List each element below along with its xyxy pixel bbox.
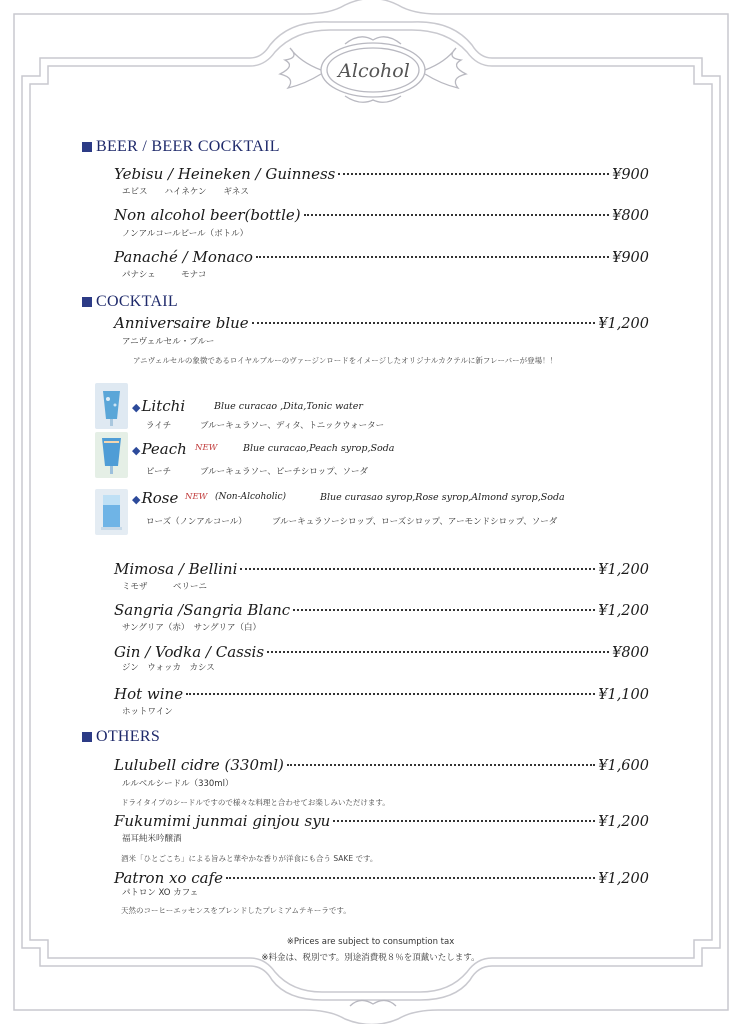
leader-dots bbox=[338, 173, 609, 175]
item-note: 天然のコーヒーエッセンスをブレンドしたプレミアムテキーラです。 bbox=[121, 906, 351, 915]
item-name: Yebisu / Heineken / Guinness bbox=[114, 165, 336, 183]
menu-item bbox=[114, 560, 649, 582]
item-name: Panaché / Monaco bbox=[114, 248, 253, 266]
new-badge: NEW bbox=[195, 443, 218, 453]
leader-dots bbox=[267, 651, 609, 653]
item-name: Gin / Vodka / Cassis bbox=[114, 643, 265, 661]
non-alcoholic-label: (Non-Alcoholic) bbox=[215, 492, 287, 502]
item-price: ¥800 bbox=[612, 645, 649, 661]
section-others-label: OTHERS bbox=[96, 728, 161, 745]
cocktail-desc: Blue curacao ,Dita,Tonic water bbox=[214, 401, 363, 412]
litchi-drink-image bbox=[95, 383, 128, 429]
cocktail-jp-name: ライチ bbox=[146, 421, 172, 431]
diamond-bullet-icon: ◆ bbox=[132, 401, 141, 414]
section-others bbox=[82, 728, 160, 746]
item-note: 酒米「ひとごこち」による旨みと華やかな香りが洋食にも合う SAKE です。 bbox=[121, 854, 378, 863]
item-name: Anniversaire blue bbox=[114, 314, 249, 332]
item-ruby: ノンアルコールビール（ボトル） bbox=[122, 229, 249, 239]
footer-tax-note-en: ※Prices are subject to consumption tax bbox=[286, 937, 455, 947]
leader-dots bbox=[256, 256, 609, 258]
menu-item bbox=[114, 248, 649, 270]
menu-item bbox=[114, 756, 649, 778]
cocktail-name-text: Litchi bbox=[141, 397, 186, 415]
leader-dots bbox=[304, 214, 609, 216]
leader-dots bbox=[333, 820, 595, 822]
leader-dots bbox=[240, 568, 595, 570]
item-price: ¥900 bbox=[612, 167, 649, 183]
cocktail-jp-name: ローズ（ノンアルコール） bbox=[146, 517, 247, 527]
diamond-bullet-icon: ◆ bbox=[132, 493, 141, 506]
menu-item-anniversaire bbox=[114, 314, 649, 336]
item-price: ¥800 bbox=[612, 208, 649, 224]
leader-dots bbox=[293, 609, 595, 611]
section-cocktail bbox=[82, 293, 178, 311]
item-name: Fukumimi junmai ginjou syu bbox=[114, 812, 331, 830]
menu-item bbox=[114, 601, 649, 623]
item-ruby: ホットワイン bbox=[122, 707, 173, 717]
leader-dots bbox=[252, 322, 596, 324]
leader-dots bbox=[287, 764, 595, 766]
cocktail-name-rose bbox=[132, 489, 178, 507]
diamond-bullet-icon: ◆ bbox=[132, 444, 141, 457]
section-marker-icon bbox=[82, 297, 92, 307]
cocktail-jp-desc: ブルーキュラソーシロップ、ローズシロップ、アーモンドシロップ、ソーダ bbox=[272, 517, 558, 527]
item-ruby: ルルベルシードル（330ml） bbox=[122, 779, 234, 789]
cocktail-jp-name: ピーチ bbox=[146, 467, 172, 477]
item-ruby: ジン ウォッカ カシス bbox=[122, 663, 215, 673]
cocktail-name-text: Rose bbox=[141, 489, 179, 507]
cocktail-jp-desc: ブルーキュラソー、ピーチシロップ、ソーダ bbox=[200, 467, 368, 477]
item-price: ¥900 bbox=[612, 250, 649, 266]
item-ruby: パナシェ モナコ bbox=[122, 270, 207, 280]
page-title: Alcohol bbox=[338, 60, 410, 82]
item-name: Hot wine bbox=[114, 685, 184, 703]
item-price: ¥1,200 bbox=[598, 814, 649, 830]
rose-drink-image bbox=[95, 489, 128, 535]
item-name: Non alcohol beer(bottle) bbox=[114, 206, 301, 224]
menu-item bbox=[114, 165, 649, 187]
menu-item bbox=[114, 685, 649, 707]
section-beer-label: BEER / BEER COCKTAIL bbox=[96, 138, 280, 155]
cocktail-name-litchi bbox=[132, 397, 185, 415]
item-note: ドライタイプのシードルですので様々な料理と合わせてお楽しみいただけます。 bbox=[121, 798, 390, 807]
item-price: ¥1,100 bbox=[598, 687, 649, 703]
cocktail-name-text: Peach bbox=[141, 440, 187, 458]
item-ruby: アニヴェルセル・ブルー bbox=[122, 337, 215, 347]
item-name: Patron xo cafe bbox=[114, 869, 224, 887]
item-price: ¥1,200 bbox=[598, 562, 649, 578]
item-price: ¥1,200 bbox=[598, 603, 649, 619]
item-ruby: ミモザ ベリーニ bbox=[122, 582, 208, 592]
item-price: ¥1,200 bbox=[598, 871, 649, 887]
cocktail-name-peach bbox=[132, 440, 187, 458]
item-name: Lulubell cidre (330ml) bbox=[114, 756, 284, 774]
menu-item bbox=[114, 206, 649, 228]
new-badge: NEW bbox=[185, 492, 208, 502]
leader-dots bbox=[186, 693, 595, 695]
footer-tax-note-jp: ※料金は、税別です。別途消費税８％を頂戴いたします。 bbox=[261, 953, 480, 963]
item-price: ¥1,600 bbox=[598, 758, 649, 774]
item-ruby: パトロン XO カフェ bbox=[122, 888, 199, 898]
peach-drink-image bbox=[95, 432, 128, 478]
cocktail-desc: Blue curacao,Peach syrop,Soda bbox=[243, 443, 395, 454]
item-price: ¥1,200 bbox=[598, 316, 649, 332]
section-marker-icon bbox=[82, 142, 92, 152]
section-beer bbox=[82, 138, 280, 156]
menu-item bbox=[114, 812, 649, 834]
cocktail-jp-desc: ブルーキュラソー、ディタ、トニックウォーター bbox=[200, 421, 385, 431]
cocktail-desc: Blue curasao syrop,Rose syrop,Almond syrop,Soda bbox=[320, 492, 565, 503]
item-note: アニヴェルセルの象徴であるロイヤルブルーのヴァージンロードをイメージしたオリジナルカクテルに新フレーバーが登場！！ bbox=[133, 356, 558, 365]
item-name: Mimosa / Bellini bbox=[114, 560, 238, 578]
item-ruby: エビス ハイネケン ギネス bbox=[122, 187, 249, 197]
leader-dots bbox=[226, 877, 595, 879]
item-ruby: 福耳純米吟醸酒 bbox=[122, 834, 182, 844]
item-name: Sangria /Sangria Blanc bbox=[114, 601, 291, 619]
item-ruby: サングリア（赤） サングリア（白） bbox=[122, 623, 262, 633]
section-cocktail-label: COCKTAIL bbox=[96, 293, 179, 310]
section-marker-icon bbox=[82, 732, 92, 742]
